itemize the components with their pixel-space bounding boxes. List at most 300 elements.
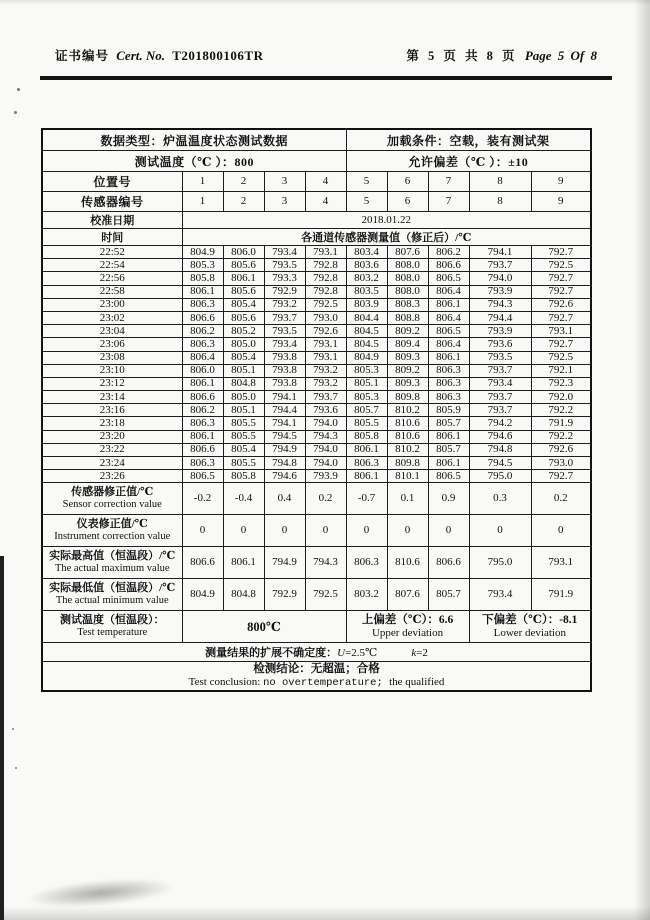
value-cell: 793.1	[305, 338, 346, 351]
time-cell: 23:16	[42, 404, 182, 417]
value-cell: 792.9	[264, 285, 305, 298]
value-cell: -0.2	[182, 483, 223, 515]
value-cell: 793.7	[264, 311, 305, 324]
table-row	[42, 377, 591, 390]
row-label-en: Sensor correction value	[62, 499, 162, 511]
value-cell: 0	[182, 515, 223, 547]
value-cell: 792.9	[264, 579, 305, 611]
table-row	[42, 285, 591, 298]
value-cell: 804.9	[182, 579, 223, 611]
value-cell: 793.7	[469, 364, 531, 377]
value-cell: 806.4	[182, 351, 223, 364]
row-label	[42, 579, 182, 611]
uncertainty-cell	[42, 643, 591, 662]
value-cell: 0	[346, 515, 387, 547]
value-cell: 792.5	[305, 579, 346, 611]
value-cell: 806.5	[428, 470, 469, 483]
value-cell: 2	[223, 192, 264, 212]
value-cell: 6	[387, 172, 428, 192]
row-label-cn: 传感器修正值/℃	[71, 486, 154, 499]
value-cell: 793.4	[264, 246, 305, 259]
value-cell: 792.7	[531, 246, 591, 259]
value-cell: 805.5	[223, 417, 264, 430]
row-label-cn: 实际最低值（恒温段）/℃	[49, 582, 176, 595]
cert-number	[55, 46, 264, 64]
page-indicator-cn: 第 5 页 共 8 页	[406, 49, 516, 63]
row-calibration-date	[42, 212, 591, 229]
value-cell: 793.8	[264, 351, 305, 364]
value-cell: 806.1	[182, 377, 223, 390]
value-cell: 792.6	[531, 443, 591, 456]
value-cell: 805.8	[223, 470, 264, 483]
value-cell: 806.4	[428, 311, 469, 324]
value-cell: 1	[182, 192, 223, 212]
row-label-en: Lower deviation	[493, 627, 566, 640]
uncertainty-u-value: =2.5℃	[345, 647, 378, 660]
page-header	[55, 46, 597, 64]
channel-values-header-cell: 各通道传感器测量值（修正后）/℃	[182, 229, 591, 246]
value-cell: 806.6	[428, 547, 469, 579]
value-cell: 5	[346, 192, 387, 212]
row-label-cn: 仪表修正值/℃	[76, 518, 148, 531]
time-cell: 22:52	[42, 246, 182, 259]
time-cell: 23:18	[42, 417, 182, 430]
time-cell: 23:22	[42, 443, 182, 456]
value-cell: 794.5	[264, 430, 305, 443]
value-cell: 803.9	[346, 298, 387, 311]
value-cell: 792.8	[305, 285, 346, 298]
value-cell: 806.3	[428, 377, 469, 390]
value-cell: 806.1	[223, 272, 264, 285]
uncertainty-k-value: =2	[416, 647, 428, 660]
value-cell: 792.2	[531, 404, 591, 417]
value-cell: 806.1	[223, 547, 264, 579]
value-cell: 792.1	[531, 364, 591, 377]
table-row	[42, 272, 591, 285]
value-cell: 794.8	[264, 457, 305, 470]
value-cell: 792.5	[531, 351, 591, 364]
value-cell: 8	[469, 172, 531, 192]
value-cell: 0	[469, 515, 531, 547]
value-cell: 793.2	[264, 298, 305, 311]
value-cell: 794.6	[469, 430, 531, 443]
value-cell: 809.3	[387, 377, 428, 390]
row-label	[346, 611, 469, 643]
scan-speck	[15, 767, 17, 769]
value-cell: 805.8	[346, 430, 387, 443]
conclusion-en-mono: no overtemperature;	[263, 677, 390, 690]
value-cell: 805.5	[346, 417, 387, 430]
time-cell: 22:54	[42, 259, 182, 272]
value-cell: 792.6	[305, 325, 346, 338]
value-cell: 792.3	[531, 377, 591, 390]
row-label-cn: 下偏差（℃）：-8.1	[482, 614, 578, 627]
value-cell: 806.6	[182, 391, 223, 404]
value-cell: 805.7	[428, 579, 469, 611]
row-label-en: Instrument correction value	[54, 531, 171, 543]
value-cell: 792.7	[531, 272, 591, 285]
table-row	[42, 325, 591, 338]
value-cell: 806.3	[182, 298, 223, 311]
value-cell: -0.7	[346, 483, 387, 515]
time-cell: 23:00	[42, 298, 182, 311]
value-cell: 794.2	[469, 417, 531, 430]
calibration-date-cell: 2018.01.22	[182, 212, 591, 229]
value-cell: 806.3	[182, 338, 223, 351]
value-cell: 806.1	[428, 298, 469, 311]
value-cell: 808.0	[387, 285, 428, 298]
allowed-deviation-cell: 允许偏差（℃ ）：±10	[346, 151, 591, 172]
value-cell: 792.8	[305, 272, 346, 285]
value-cell: 794.4	[469, 311, 531, 324]
value-cell: 793.7	[469, 391, 531, 404]
value-cell: 793.8	[264, 377, 305, 390]
cert-label-en: Cert. No.	[116, 48, 166, 63]
time-cell: 23:08	[42, 351, 182, 364]
value-cell: 793.5	[264, 325, 305, 338]
value-cell: 810.2	[387, 443, 428, 456]
uncertainty-k-symbol: k	[411, 647, 417, 660]
measurement-table	[41, 128, 592, 692]
value-cell: 793.2	[305, 377, 346, 390]
value-cell: 793.5	[264, 259, 305, 272]
value-cell: 806.0	[223, 246, 264, 259]
value-cell: 0	[305, 515, 346, 547]
value-cell: 805.0	[223, 338, 264, 351]
row-label-cn: 测试温度（恒温段）：	[60, 614, 165, 627]
row-label-en: Test temperature	[77, 627, 148, 639]
table-row	[42, 338, 591, 351]
value-cell: 805.3	[346, 391, 387, 404]
value-cell: 810.1	[387, 470, 428, 483]
time-cell: 23:10	[42, 364, 182, 377]
value-cell: 792.5	[531, 259, 591, 272]
time-cell: 23:06	[42, 338, 182, 351]
time-cell: 23:24	[42, 457, 182, 470]
table-row	[42, 259, 591, 272]
value-cell: 793.9	[469, 285, 531, 298]
value-cell: 804.8	[223, 579, 264, 611]
table-row	[42, 417, 591, 430]
value-cell: 803.2	[346, 272, 387, 285]
conclusion-en-prefix: Test conclusion:	[188, 676, 264, 689]
value-cell: 805.2	[223, 325, 264, 338]
value-cell: 791.9	[531, 417, 591, 430]
value-cell: 806.3	[182, 417, 223, 430]
value-cell: 794.3	[305, 547, 346, 579]
row-conclusion	[42, 662, 591, 692]
table-row	[42, 457, 591, 470]
value-cell: 806.1	[428, 457, 469, 470]
value-cell: 792.7	[531, 470, 591, 483]
summary-row	[42, 547, 591, 579]
value-cell: 793.3	[264, 272, 305, 285]
value-cell: 793.9	[469, 325, 531, 338]
value-cell: 2	[223, 172, 264, 192]
row-test-temperature	[42, 151, 591, 172]
row-label-cn: 上偏差（℃）：6.6	[361, 614, 454, 627]
value-cell: 805.5	[223, 457, 264, 470]
value-cell: 793.5	[469, 351, 531, 364]
value-cell: 792.6	[531, 298, 591, 311]
value-cell: 806.0	[182, 364, 223, 377]
scan-left-strip	[0, 556, 4, 920]
value-cell: 792.5	[305, 298, 346, 311]
scan-edge-bottom	[0, 906, 650, 920]
value-cell: 809.4	[387, 338, 428, 351]
value-cell: 805.3	[346, 364, 387, 377]
value-cell: 0.4	[264, 483, 305, 515]
row-label-cn: 实际最高值（恒温段）/℃	[49, 550, 176, 563]
cert-label-cn: 证书编号	[55, 49, 110, 63]
value-cell: 793.1	[305, 351, 346, 364]
value-cell: 792.7	[531, 338, 591, 351]
table-row	[42, 470, 591, 483]
value-cell: 805.3	[182, 259, 223, 272]
value-cell: 792.0	[531, 391, 591, 404]
value-cell: 0.2	[305, 483, 346, 515]
value-cell: 806.3	[182, 457, 223, 470]
value-cell: 794.0	[305, 417, 346, 430]
conclusion-cell	[42, 662, 591, 692]
scan-speck	[14, 111, 17, 114]
value-cell: 793.0	[531, 457, 591, 470]
value-cell: 793.7	[305, 391, 346, 404]
row-label: 位置号	[42, 172, 182, 192]
value-cell: 806.6	[182, 311, 223, 324]
value-cell: 793.4	[469, 377, 531, 390]
value-cell: 806.3	[428, 391, 469, 404]
row-uncertainty	[42, 643, 591, 662]
row-label: 传感器编号	[42, 192, 182, 212]
value-cell: 805.6	[223, 285, 264, 298]
value-cell: 794.0	[469, 272, 531, 285]
row-label	[42, 483, 182, 515]
value-cell: 806.6	[182, 547, 223, 579]
time-cell: 23:26	[42, 470, 182, 483]
value-cell: 792.7	[531, 285, 591, 298]
table-row	[42, 311, 591, 324]
header-rule	[40, 76, 612, 80]
value-cell: 793.4	[264, 338, 305, 351]
table-row	[42, 298, 591, 311]
value-cell: 805.1	[223, 404, 264, 417]
value-cell: 805.8	[182, 272, 223, 285]
value-cell: 805.1	[346, 377, 387, 390]
time-cell: 22:58	[42, 285, 182, 298]
row-label: 校准日期	[42, 212, 182, 229]
value-cell: 806.4	[428, 285, 469, 298]
value-cell: 806.3	[346, 547, 387, 579]
value-cell: 806.4	[428, 338, 469, 351]
value-cell: 0	[428, 515, 469, 547]
value-cell: 806.1	[346, 443, 387, 456]
value-cell: 792.2	[531, 430, 591, 443]
value-cell: 4	[305, 192, 346, 212]
page-indicator	[406, 46, 597, 64]
value-cell: 808.0	[387, 259, 428, 272]
row-label: 时间	[42, 229, 182, 246]
value-cell: 4	[305, 172, 346, 192]
value-cell: 794.1	[264, 417, 305, 430]
value-cell: 793.7	[469, 404, 531, 417]
value-cell: 0	[264, 515, 305, 547]
value-cell: 805.9	[428, 404, 469, 417]
value-cell: 810.6	[387, 430, 428, 443]
conclusion-en	[43, 676, 590, 690]
value-cell: 0	[531, 515, 591, 547]
value-cell: 804.5	[346, 338, 387, 351]
value-cell: 804.9	[346, 351, 387, 364]
value-cell: 806.5	[428, 325, 469, 338]
value-cell: 793.4	[469, 579, 531, 611]
value-cell: 806.5	[182, 470, 223, 483]
summary-row	[42, 579, 591, 611]
value-cell: 0.1	[387, 483, 428, 515]
value-cell: 810.2	[387, 404, 428, 417]
row-label	[42, 547, 182, 579]
row-label-en: Upper deviation	[371, 627, 444, 640]
value-cell: 794.4	[264, 404, 305, 417]
row-sensor-number	[42, 192, 591, 212]
value-cell: 803.4	[346, 246, 387, 259]
row-label	[469, 611, 591, 643]
value-cell: 794.3	[305, 430, 346, 443]
value-cell: 794.1	[264, 391, 305, 404]
value-cell: 803.5	[346, 285, 387, 298]
value-cell: 795.0	[469, 547, 531, 579]
value-cell: 805.7	[428, 443, 469, 456]
conclusion-cn: 检测结论：无超温；合格	[253, 663, 380, 676]
value-cell: 809.8	[387, 391, 428, 404]
value-cell: 808.3	[387, 298, 428, 311]
time-cell: 23:04	[42, 325, 182, 338]
value-cell: 1	[182, 172, 223, 192]
value-cell: 9	[531, 192, 591, 212]
value-cell: 5	[346, 172, 387, 192]
uncertainty-u-symbol: U	[337, 647, 346, 660]
value-cell: 0	[223, 515, 264, 547]
value-cell: 805.1	[223, 364, 264, 377]
table-row	[42, 246, 591, 259]
value-cell: 805.7	[346, 404, 387, 417]
value-cell: 805.6	[223, 311, 264, 324]
time-cell: 23:14	[42, 391, 182, 404]
value-cell: 803.6	[346, 259, 387, 272]
row-label	[42, 515, 182, 547]
value-cell: 806.2	[182, 404, 223, 417]
value-cell: 0	[387, 515, 428, 547]
value-cell: 806.1	[346, 470, 387, 483]
value-cell: 804.8	[223, 377, 264, 390]
value-cell: 3	[264, 172, 305, 192]
value-cell: 794.6	[264, 470, 305, 483]
value-cell: 0.2	[531, 483, 591, 515]
value-cell: 806.6	[182, 443, 223, 456]
value-cell: 794.0	[305, 457, 346, 470]
value-cell: 9	[531, 172, 591, 192]
value-cell: 793.6	[469, 338, 531, 351]
scan-speck	[17, 88, 20, 91]
row-channel-header	[42, 229, 591, 246]
value-cell: 792.8	[305, 259, 346, 272]
value-cell: 806.1	[182, 430, 223, 443]
summary-row	[42, 483, 591, 515]
value-cell: 793.1	[531, 325, 591, 338]
time-cell: 23:02	[42, 311, 182, 324]
value-cell: 806.6	[428, 259, 469, 272]
value-cell: -0.4	[223, 483, 264, 515]
value-cell: 794.3	[469, 298, 531, 311]
value-cell: 805.0	[223, 391, 264, 404]
row-test-temp-section	[42, 611, 591, 643]
value-cell: 793.0	[305, 311, 346, 324]
value-cell: 806.1	[428, 430, 469, 443]
time-cell: 23:20	[42, 430, 182, 443]
value-cell: 806.2	[428, 246, 469, 259]
uncertainty-label: 测量结果的扩展不确定度：	[205, 647, 338, 660]
table-row	[42, 404, 591, 417]
table-row	[42, 443, 591, 456]
value-cell: 793.8	[264, 364, 305, 377]
value-cell: 807.6	[387, 579, 428, 611]
value-cell: 805.5	[223, 430, 264, 443]
value-cell: 794.9	[264, 547, 305, 579]
value-cell: 806.5	[428, 272, 469, 285]
value-cell: 794.8	[469, 443, 531, 456]
value-cell: 807.6	[387, 246, 428, 259]
value-cell: 809.2	[387, 325, 428, 338]
value-cell: 795.0	[469, 470, 531, 483]
value-cell: 794.9	[264, 443, 305, 456]
value-cell: 805.6	[223, 259, 264, 272]
loading-condition-cell: 加载条件：空载，装有测试架	[346, 129, 591, 151]
value-cell: 0.3	[469, 483, 531, 515]
scan-speck	[12, 728, 14, 730]
value-cell: 809.3	[387, 351, 428, 364]
scan-edge-right	[634, 0, 650, 920]
value-cell: 7	[428, 192, 469, 212]
row-label-en: The actual minimum value	[55, 595, 169, 607]
value-cell: 8	[469, 192, 531, 212]
test-temp-value-cell: 800℃	[182, 611, 346, 643]
value-cell: 0.9	[428, 483, 469, 515]
value-cell: 806.3	[346, 457, 387, 470]
value-cell: 805.7	[428, 417, 469, 430]
value-cell: 809.2	[387, 364, 428, 377]
value-cell: 793.1	[305, 246, 346, 259]
conclusion-en-suffix: the qualified	[389, 676, 445, 689]
value-cell: 794.0	[305, 443, 346, 456]
value-cell: 793.6	[305, 404, 346, 417]
value-cell: 794.5	[469, 457, 531, 470]
value-cell: 804.4	[346, 311, 387, 324]
value-cell: 794.1	[469, 246, 531, 259]
value-cell: 6	[387, 192, 428, 212]
value-cell: 805.4	[223, 298, 264, 311]
table-row	[42, 391, 591, 404]
value-cell: 806.3	[428, 364, 469, 377]
value-cell: 791.9	[531, 579, 591, 611]
value-cell: 793.7	[469, 259, 531, 272]
table-row	[42, 364, 591, 377]
value-cell: 810.6	[387, 417, 428, 430]
summary-row	[42, 515, 591, 547]
value-cell: 793.9	[305, 470, 346, 483]
value-cell: 809.8	[387, 457, 428, 470]
value-cell: 3	[264, 192, 305, 212]
table-row	[42, 351, 591, 364]
